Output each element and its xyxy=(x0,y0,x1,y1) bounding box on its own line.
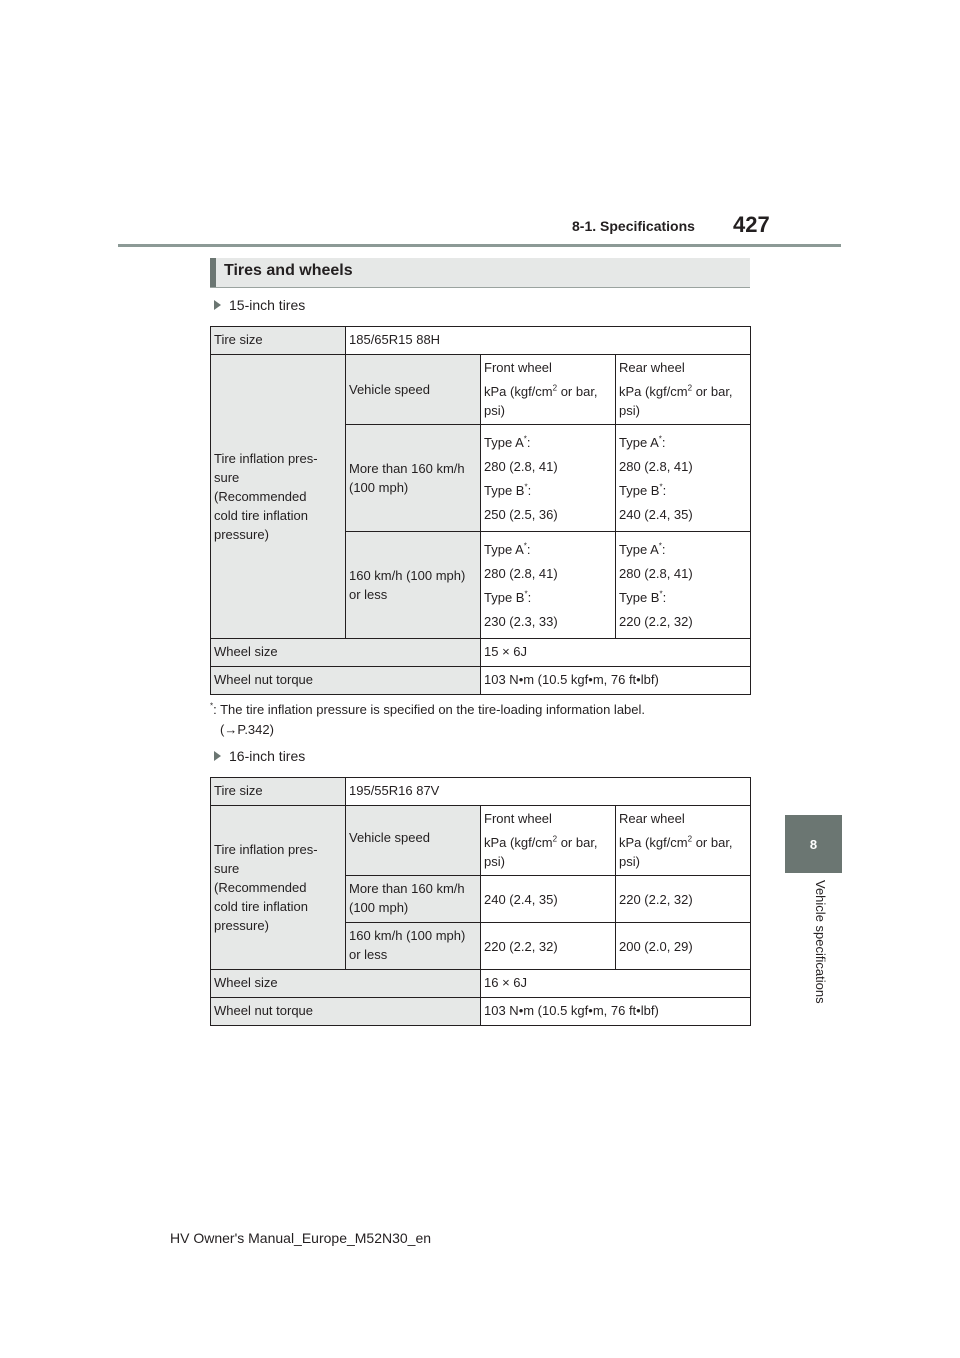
speed-value: More than 160 km/h (100 mph) xyxy=(346,425,481,532)
chapter-label: Vehicle specifications xyxy=(813,880,828,1004)
wheel-nut-torque-label: Wheel nut torque xyxy=(211,998,481,1026)
table-row xyxy=(211,998,751,1026)
footnote xyxy=(210,700,645,740)
table-row xyxy=(211,806,751,876)
vehicle-speed-header: Vehicle speed xyxy=(346,355,481,425)
footnote-marker: * xyxy=(210,701,214,711)
wheel-size-label: Wheel size xyxy=(211,970,481,998)
table-row xyxy=(211,327,751,355)
speed-value: 160 km/h (100 mph) or less xyxy=(346,532,481,639)
chapter-number: 8 xyxy=(809,836,818,852)
page-reference-link[interactable]: (→P.342) xyxy=(220,722,274,737)
table-row xyxy=(211,639,751,667)
wheel-size-label: Wheel size xyxy=(211,639,481,667)
triangle-bullet-icon xyxy=(214,751,221,761)
front-pressure-cell: 220 (2.2, 32) xyxy=(481,923,616,970)
front-pressure-cell: Type A*: 280 (2.8, 41) Type B*: 230 (2.3, 33) xyxy=(481,532,616,639)
front-pressure-cell: 240 (2.4, 35) xyxy=(481,876,616,923)
inflation-pressure-label: Tire inflation pres- sure (Recommended cold tire inflation pressure) xyxy=(211,355,346,639)
table-row xyxy=(211,970,751,998)
wheel-nut-torque-value: 103 N•m (10.5 kgf•m, 76 ft•lbf) xyxy=(481,998,751,1026)
subheading-16-inch xyxy=(214,748,305,764)
table-row xyxy=(211,667,751,695)
tire-size-value: 195/55R16 87V xyxy=(346,778,751,806)
document-footer: HV Owner's Manual_Europe_M52N30_en xyxy=(170,1230,432,1246)
triangle-bullet-icon xyxy=(214,300,221,310)
footnote-text: : The tire inflation pressure is specified on the tire-loading information label. xyxy=(213,702,646,717)
rear-pressure-cell: Type A*: 280 (2.8, 41) Type B*: 220 (2.2, 32) xyxy=(616,532,751,639)
wheel-nut-torque-value: 103 N•m (10.5 kgf•m, 76 ft•lbf) xyxy=(481,667,751,695)
subheading-text: 16-inch tires xyxy=(229,748,306,764)
inflation-pressure-label: Tire inflation pres- sure (Recommended cold tire inflation pressure) xyxy=(211,806,346,970)
speed-value: 160 km/h (100 mph) or less xyxy=(346,923,481,970)
tire-size-label: Tire size xyxy=(211,327,346,355)
section-title-accent xyxy=(210,258,216,287)
header-divider xyxy=(118,244,841,247)
table-row xyxy=(211,778,751,806)
rear-wheel-header: Rear wheel kPa ($kgf/cm^2$ or bar, psi) xyxy=(616,355,751,425)
wheel-size-value: 16 × 6J xyxy=(481,970,751,998)
tire-table-16-inch xyxy=(210,777,751,1026)
subheading-text: 15-inch tires xyxy=(229,297,306,313)
tire-size-label: Tire size xyxy=(211,778,346,806)
chapter-tab[interactable] xyxy=(785,815,842,873)
wheel-size-value: 15 × 6J xyxy=(481,639,751,667)
table-row xyxy=(211,355,751,425)
section-title-bar xyxy=(210,258,750,288)
front-wheel-header: Front wheel kPa ($kgf/cm^2$ or bar, psi) xyxy=(481,806,616,876)
speed-value: More than 160 km/h (100 mph) xyxy=(346,876,481,923)
front-pressure-cell: Type A*: 280 (2.8, 41) Type B*: 250 (2.5, 36) xyxy=(481,425,616,532)
subheading-15-inch xyxy=(214,297,305,313)
vehicle-speed-header: Vehicle speed xyxy=(346,806,481,876)
front-wheel-header: Front wheel kPa ($kgf/cm^2$ or bar, psi) xyxy=(481,355,616,425)
section-heading: 8-1. Specifications xyxy=(572,218,695,234)
page-number: 427 xyxy=(733,212,770,237)
tire-size-value: 185/65R15 88H xyxy=(346,327,751,355)
rear-pressure-cell: Type A*: 280 (2.8, 41) Type B*: 240 (2.4, 35) xyxy=(616,425,751,532)
wheel-nut-torque-label: Wheel nut torque xyxy=(211,667,481,695)
rear-wheel-header: Rear wheel kPa ($kgf/cm^2$ or bar, psi) xyxy=(616,806,751,876)
rear-pressure-cell: 200 (2.0, 29) xyxy=(616,923,751,970)
section-title: Tires and wheels xyxy=(224,262,353,279)
tire-table-15-inch xyxy=(210,326,751,695)
rear-pressure-cell: 220 (2.2, 32) xyxy=(616,876,751,923)
